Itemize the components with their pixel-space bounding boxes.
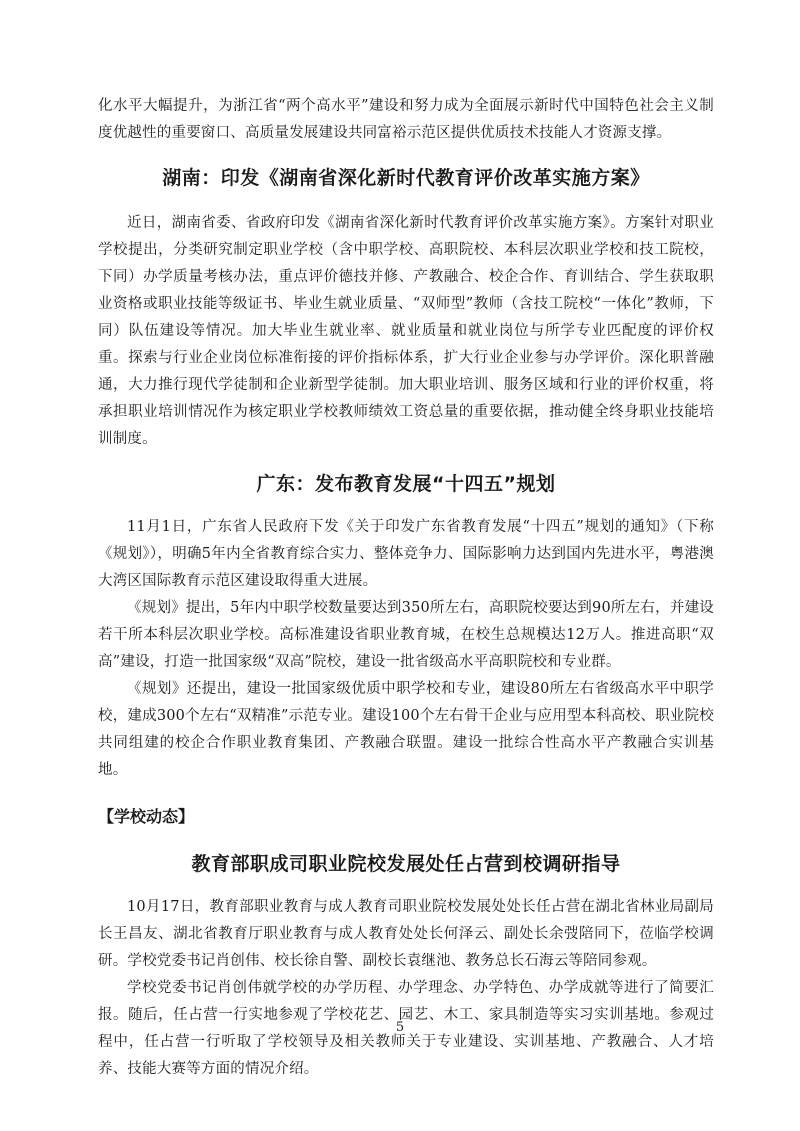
section-tag-school-news: 【学校动态】 <box>98 807 195 826</box>
page-content <box>98 93 714 1083</box>
guangdong-heading: 广东：发布教育发展“十四五”规划 <box>256 473 556 495</box>
hunan-paragraph: 近日，湖南省委、省政府印发《湖南省深化新时代教育评价改革实施方案》。方案针对职业学校提出，分类研究制定职业学校（含中职学校、高职院校、本科层次职业学校和技工院校，下同）办学质量考核办法，重点评价德技并修、产教融合、校企合作、育训结合、学生获取职业资格或职业技能等级证书、毕业生就业质量、“双师型”教师（含技工院校“一体化”教师，下同）队伍建设等情况。加大毕业生就业率、就业质量和就业岗位与所学专业匹配度的评价权重。探索与行业企业岗位标准衔接的评价指标体系，扩大行业企业参与办学评价。深化职普融通，大力推行现代学徒制和企业新型学徒制。加大职业培训、服务区域和行业的评价权重，将承担职业培训情况作为核定职业学校教师绩效工资总量的重要依据，推动健全终身职业技能培训制度。 <box>98 215 714 447</box>
page-number: 5 <box>395 1020 405 1035</box>
intro-paragraph: 化水平大幅提升，为浙江省“两个高水平”建设和努力成为全面展示新时代中国特色社会主义制度优越性的重要窗口、高质量发展建设共同富裕示范区提供优质技术技能人才资源支撑。 <box>98 98 714 141</box>
guangdong-paragraph-3: 《规划》还提出，建设一批国家级优质中职学校和专业，建设80所左右省级高水平中职学校，建成300个左右“双精准”示范专业。建设100个左右骨干企业与应用型本科高校、职业院校共同组建的校企合作职业教育集团、产教融合联盟。建设一批综合性高水平产教融合实训基地。 <box>98 681 714 778</box>
school-news-paragraph-2: 学校党委书记肖创伟就学校的办学历程、办学理念、办学特色、办学成就等进行了简要汇报。随后，任占营一行实地参观了学校花艺、园艺、木工、家具制造等实习实训基地。参观过程中，任占营一行听取了学校领导及相关教师关于专业建设、实训基地、产教融合、人才培养、技能大赛等方面的情况介绍。 <box>98 980 714 1077</box>
school-news-paragraph-1: 10月17日，教育部职业教育与成人教育司职业院校发展处处长任占营在湖北省林业局副局长王昌友、湖北省教育厅职业教育与成人教育处处长何泽云、副处长余弢陪同下，莅临学校调研。学校党委书记肖创伟、校长徐自警、副校长袁继池、教务总长石海云等陪同参观。 <box>98 899 714 969</box>
school-news-heading: 教育部职成司职业院校发展处任占营到校调研指导 <box>191 853 621 875</box>
hunan-heading: 湖南：印发《湖南省深化新时代教育评价改革实施方案》 <box>162 167 650 189</box>
guangdong-paragraph-2: 《规划》提出，5年内中职学校数量要达到350所左右，高职院校要达到90所左右，并建设若干所本科层次职业学校。高标准建设省职业教育城，在校生总规模达12万人。推进高职“双高”建设，打造一批国家级“双高”院校，建设一批省级高水平高职院校和专业群。 <box>98 600 714 670</box>
guangdong-paragraph-1: 11月1日，广东省人民政府下发《关于印发广东省教育发展“十四五”规划的通知》（下称《规划》），明确5年内全省教育综合实力、整体竞争力、国际影响力达到国内先进水平，粤港澳大湾区国际教育示范区建设取得重大进展。 <box>98 519 714 589</box>
